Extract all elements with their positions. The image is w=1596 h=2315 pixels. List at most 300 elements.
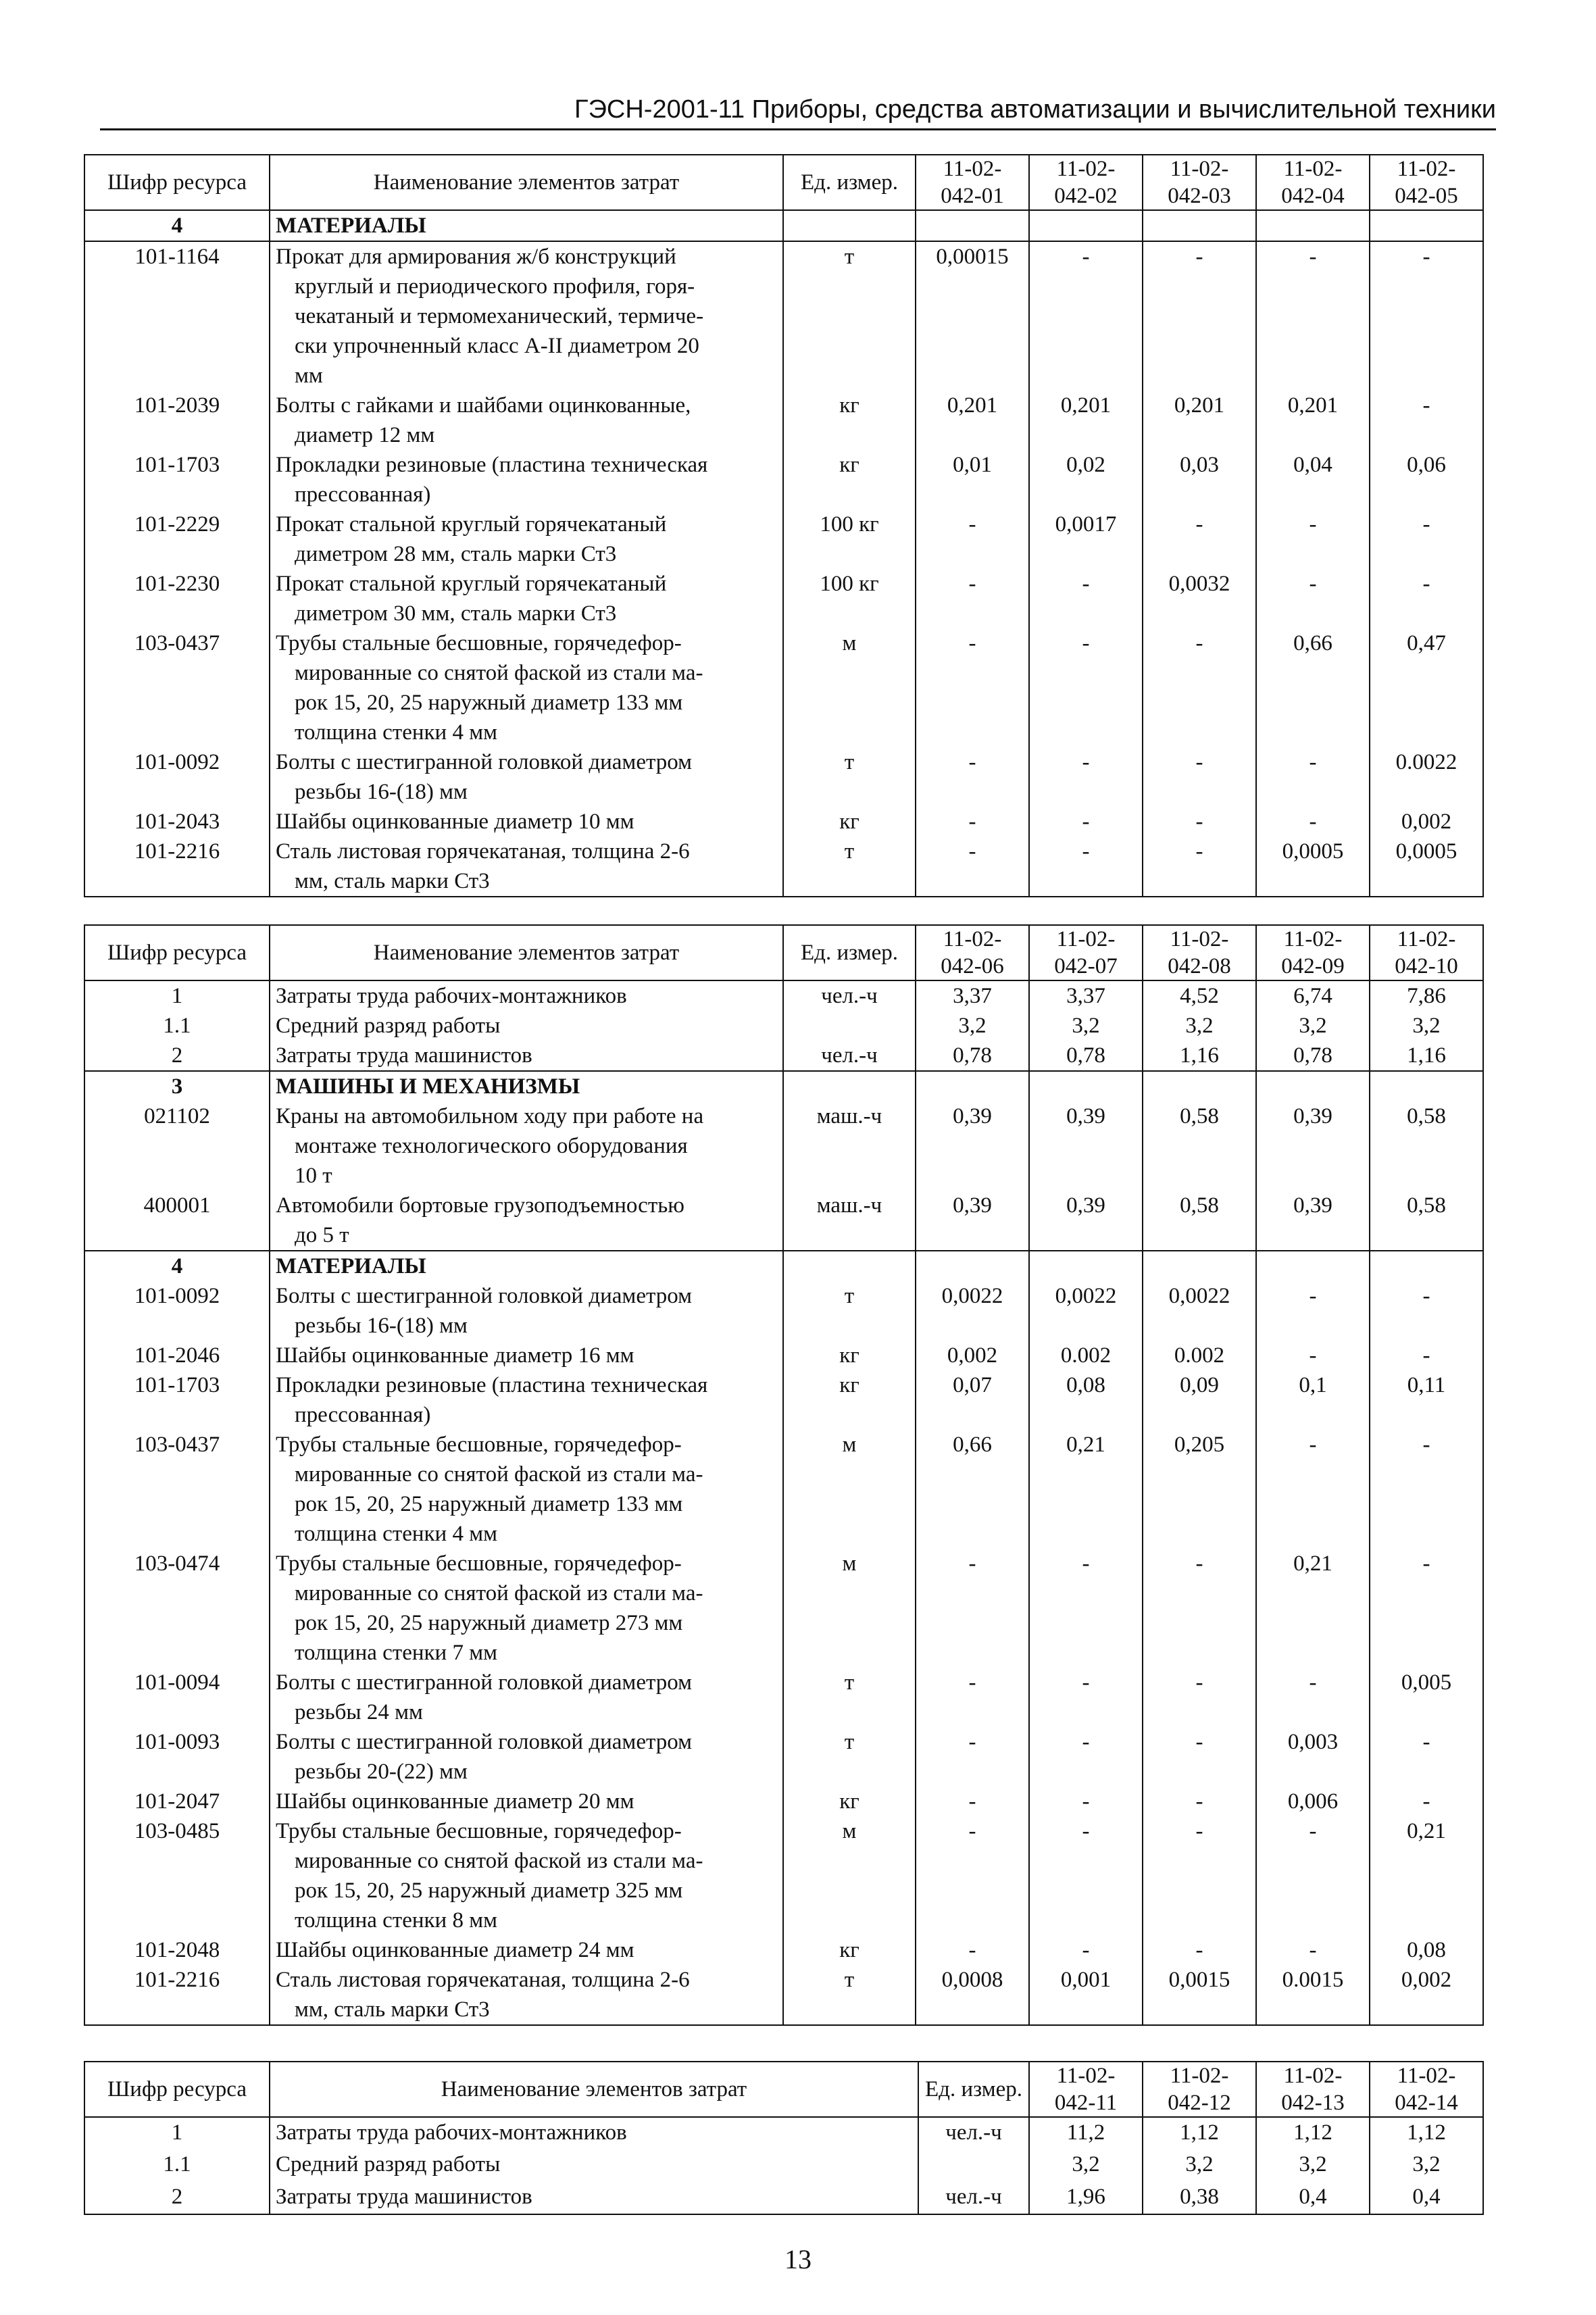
unit-cell: т	[783, 1281, 916, 1341]
value-cell: 0,4	[1256, 2182, 1370, 2214]
unit-cell: чел.-ч	[918, 2117, 1029, 2149]
name-line: Болты с шестигранной головкой диаметром	[276, 750, 693, 774]
norm-code-line: 042-05	[1395, 184, 1458, 208]
value-cell: 0,03	[1143, 450, 1256, 509]
name-line: до 5 т	[295, 1223, 349, 1247]
filler-cell	[916, 896, 1029, 897]
resource-code: 101-1703	[84, 450, 270, 509]
value-cell: 0,001	[1029, 1965, 1143, 2024]
name-line: Болты с гайками и шайбами оцинкованные,	[276, 393, 691, 418]
unit-cell: т	[783, 241, 916, 391]
name-line: круглый и периодического профиля, горя-	[295, 274, 695, 299]
section-title: МАТЕРИАЛЫ	[270, 1251, 783, 1281]
column-header-norm	[1029, 925, 1143, 980]
value-cell: 0,09	[1143, 1370, 1256, 1430]
value-cell: -	[1256, 509, 1370, 569]
value-cell: 0,006	[1256, 1787, 1370, 1816]
resource-name	[270, 509, 783, 569]
norm-code-line: 11-02-	[1170, 2064, 1229, 2088]
table-row	[84, 1430, 1483, 1549]
resource-code: 4	[84, 1251, 270, 1281]
resource-code: 101-0094	[84, 1668, 270, 1727]
page-number: 13	[784, 2244, 812, 2274]
value-cell	[1370, 210, 1483, 241]
value-cell: 1,96	[1029, 2182, 1143, 2214]
resource-name	[270, 837, 783, 896]
value-cell: 0,58	[1370, 1101, 1483, 1191]
value-cell: -	[1143, 1549, 1256, 1668]
value-cell: -	[916, 628, 1029, 747]
filler-row	[84, 2024, 1483, 2025]
value-cell	[1143, 1251, 1256, 1281]
unit-cell: маш.-ч	[783, 1101, 916, 1191]
resource-name	[270, 1935, 783, 1965]
unit-cell: чел.-ч	[918, 2182, 1029, 2214]
filler-cell	[1256, 896, 1370, 897]
column-header-name: Наименование элементов затрат	[270, 925, 783, 980]
value-cell: -	[1143, 1668, 1256, 1727]
value-cell: -	[1143, 747, 1256, 807]
value-cell: 0,0005	[1370, 837, 1483, 896]
resource-name	[270, 569, 783, 628]
value-cell: -	[1370, 1787, 1483, 1816]
filler-cell	[916, 2024, 1029, 2025]
value-cell: 3,2	[1256, 1011, 1370, 1041]
section-row	[84, 1251, 1483, 1281]
column-header-name: Наименование элементов затрат	[270, 155, 783, 210]
unit-cell	[783, 1071, 916, 1101]
unit-cell: 100 кг	[783, 509, 916, 569]
value-cell: 3,2	[916, 1011, 1029, 1041]
name-line: диаметр 12 мм	[295, 423, 435, 447]
name-line: рок 15, 20, 25 наружный диаметр 133 мм	[295, 1492, 683, 1516]
value-cell: 0,0022	[1029, 1281, 1143, 1341]
value-cell: -	[1029, 837, 1143, 896]
value-cell: -	[1370, 1727, 1483, 1787]
value-cell: -	[1143, 1935, 1256, 1965]
value-cell: -	[1143, 807, 1256, 837]
unit-cell: кг	[783, 1935, 916, 1965]
resource-name	[270, 1787, 783, 1816]
norm-code-line: 11-02-	[1170, 157, 1229, 181]
name-line: прессованная)	[295, 482, 431, 507]
column-header-norm	[1370, 2062, 1483, 2117]
table-row	[84, 1041, 1483, 1071]
section-row	[84, 1071, 1483, 1101]
table-row	[84, 1787, 1483, 1816]
value-cell: 0,201	[1143, 391, 1256, 450]
value-cell	[1143, 1071, 1256, 1101]
resource-name	[270, 1191, 783, 1251]
resource-name	[270, 1281, 783, 1341]
resource-code: 2	[84, 1041, 270, 1071]
value-cell: 0,39	[916, 1191, 1029, 1251]
value-cell: 3,2	[1029, 1011, 1143, 1041]
value-cell: -	[1256, 747, 1370, 807]
value-cell: -	[1256, 1341, 1370, 1370]
name-line: Шайбы оцинкованные диаметр 24 мм	[276, 1938, 634, 1962]
value-cell: 3,2	[1143, 1011, 1256, 1041]
norm-code-line: 11-02-	[943, 927, 1002, 951]
filler-cell	[1029, 2024, 1143, 2025]
name-line: толщина стенки 7 мм	[295, 1641, 497, 1665]
value-cell: -	[916, 1787, 1029, 1816]
value-cell: 0,38	[1143, 2182, 1256, 2214]
norm-code-line: 042-06	[941, 954, 1004, 978]
unit-cell: м	[783, 1816, 916, 1935]
value-cell: -	[1029, 241, 1143, 391]
name-line: Затраты труда машинистов	[276, 2184, 532, 2209]
name-line: Краны на автомобильном ходу при работе на	[276, 1104, 704, 1128]
column-header-unit: Ед. измер.	[783, 925, 916, 980]
page-header: ГЭСН-2001-11 Приборы, средства автоматизации и вычислительной техники	[100, 93, 1496, 130]
value-cell: -	[1143, 241, 1256, 391]
filler-cell	[1370, 896, 1483, 897]
resource-name	[270, 628, 783, 747]
resource-name	[270, 807, 783, 837]
value-cell: -	[1256, 807, 1370, 837]
table-row	[84, 391, 1483, 450]
resource-code: 101-0092	[84, 747, 270, 807]
resource-name	[270, 1101, 783, 1191]
table-row	[84, 2117, 1483, 2149]
value-cell: 0,21	[1256, 1549, 1370, 1668]
resource-name	[270, 241, 783, 391]
resource-code: 101-2048	[84, 1935, 270, 1965]
value-cell	[1143, 210, 1256, 241]
value-cell: 4,52	[1143, 980, 1256, 1011]
name-line: 10 т	[295, 1164, 332, 1188]
value-cell: 0,0022	[916, 1281, 1029, 1341]
name-line: Прокат стальной круглый горячекатаный	[276, 512, 667, 537]
unit-cell	[918, 2149, 1029, 2181]
unit-cell: м	[783, 1549, 916, 1668]
column-header-name: Наименование элементов затрат	[270, 2062, 918, 2117]
value-cell: 0,205	[1143, 1430, 1256, 1549]
table-row	[84, 807, 1483, 837]
resource-name	[270, 2182, 918, 2214]
resource-code: 101-2047	[84, 1787, 270, 1816]
value-cell: -	[916, 569, 1029, 628]
value-cell: -	[1143, 628, 1256, 747]
table-row	[84, 1281, 1483, 1341]
value-cell: 0,04	[1256, 450, 1370, 509]
column-header-norm	[1256, 925, 1370, 980]
resource-name	[270, 450, 783, 509]
unit-cell: кг	[783, 1341, 916, 1370]
value-cell: 0,78	[916, 1041, 1029, 1071]
resource-name	[270, 1370, 783, 1430]
norm-code-line: 11-02-	[1283, 927, 1343, 951]
value-cell: -	[1256, 1935, 1370, 1965]
norm-code-line: 042-04	[1281, 184, 1345, 208]
value-cell: -	[916, 1935, 1029, 1965]
resource-code: 2	[84, 2182, 270, 2214]
value-cell: -	[1029, 747, 1143, 807]
name-line: рок 15, 20, 25 наружный диаметр 133 мм	[295, 691, 683, 715]
name-line: рок 15, 20, 25 наружный диаметр 325 мм	[295, 1878, 683, 1903]
value-cell: 0,005	[1370, 1668, 1483, 1727]
value-cell: 1,16	[1370, 1041, 1483, 1071]
value-cell: 0,0008	[916, 1965, 1029, 2024]
filler-cell	[1143, 2024, 1256, 2025]
resource-code: 021102	[84, 1101, 270, 1191]
value-cell: 0,08	[1370, 1935, 1483, 1965]
norm-code-line: 11-02-	[1056, 927, 1116, 951]
unit-cell: кг	[783, 807, 916, 837]
value-cell: 0,002	[1370, 1965, 1483, 2024]
unit-cell: 100 кг	[783, 569, 916, 628]
norm-code-line: 11-02-	[1397, 2064, 1456, 2088]
column-header-code: Шифр ресурса	[84, 155, 270, 210]
value-cell: 0,58	[1143, 1191, 1256, 1251]
value-cell: -	[1256, 569, 1370, 628]
filler-cell	[1143, 896, 1256, 897]
resource-code: 4	[84, 210, 270, 241]
section-title: МАТЕРИАЛЫ	[270, 210, 783, 241]
value-cell	[1029, 1251, 1143, 1281]
name-line: диметром 28 мм, сталь марки Ст3	[295, 542, 617, 566]
value-cell: 0,002	[1370, 807, 1483, 837]
value-cell: 0,58	[1143, 1101, 1256, 1191]
value-cell: 0,01	[916, 450, 1029, 509]
name-line: прессованная)	[295, 1403, 431, 1427]
table-row	[84, 1965, 1483, 2024]
value-cell: -	[916, 1549, 1029, 1668]
name-line: Сталь листовая горячекатаная, толщина 2-6	[276, 1968, 690, 1992]
resource-code: 3	[84, 1071, 270, 1101]
value-cell: 1,12	[1256, 2117, 1370, 2149]
value-cell: 3,37	[1029, 980, 1143, 1011]
value-cell: -	[1370, 1341, 1483, 1370]
name-line: мм	[295, 364, 323, 388]
value-cell: 3,2	[1256, 2149, 1370, 2181]
name-line: Средний разряд работы	[276, 2152, 501, 2177]
value-cell: 0,39	[1256, 1191, 1370, 1251]
norm-code-line: 042-02	[1054, 184, 1118, 208]
value-cell: 0.002	[1029, 1341, 1143, 1370]
column-header-unit: Ед. измер.	[783, 155, 916, 210]
unit-cell: кг	[783, 1787, 916, 1816]
value-cell: -	[1029, 628, 1143, 747]
table-row	[84, 1101, 1483, 1191]
value-cell: 0.0022	[1370, 747, 1483, 807]
table-row	[84, 747, 1483, 807]
section-title: МАШИНЫ И МЕХАНИЗМЫ	[270, 1071, 783, 1101]
name-line: Прокат для армирования ж/б конструкций	[276, 245, 676, 269]
table-row	[84, 450, 1483, 509]
resource-code: 1.1	[84, 2149, 270, 2181]
name-line: Болты с шестигранной головкой диаметром	[276, 1670, 693, 1695]
value-cell: 6,74	[1256, 980, 1370, 1011]
value-cell	[1029, 210, 1143, 241]
column-header-code: Шифр ресурса	[84, 925, 270, 980]
norm-code-line: 042-14	[1395, 2091, 1458, 2115]
column-header-norm	[1029, 155, 1143, 210]
value-cell: -	[916, 1668, 1029, 1727]
value-cell: -	[1370, 391, 1483, 450]
value-cell: 0,66	[916, 1430, 1029, 1549]
value-cell: -	[1370, 1430, 1483, 1549]
name-line: толщина стенки 4 мм	[295, 1522, 497, 1546]
norm-code-line: 11-02-	[1056, 157, 1116, 181]
resource-name	[270, 747, 783, 807]
value-cell: 0,21	[1370, 1816, 1483, 1935]
table-row	[84, 2149, 1483, 2181]
resource-name	[270, 1816, 783, 1935]
value-cell: 1,12	[1143, 2117, 1256, 2149]
resource-code: 101-2229	[84, 509, 270, 569]
value-cell: -	[1029, 1727, 1143, 1787]
name-line: Болты с шестигранной головкой диаметром	[276, 1730, 693, 1754]
filler-cell	[270, 2024, 783, 2025]
name-line: Затраты труда рабочих-монтажников	[276, 984, 627, 1008]
resource-code: 101-2039	[84, 391, 270, 450]
filler-cell	[84, 2024, 270, 2025]
value-cell: -	[1256, 1281, 1370, 1341]
resource-name	[270, 391, 783, 450]
resource-table-2	[84, 924, 1484, 2026]
value-cell: 0,39	[1029, 1101, 1143, 1191]
name-line: Прокладки резиновые (пластина техническая	[276, 453, 708, 477]
column-header-norm	[1143, 925, 1256, 980]
name-line: чекатаный и термомеханический, термиче-	[295, 304, 704, 328]
value-cell: 0,00015	[916, 241, 1029, 391]
value-cell: -	[1370, 569, 1483, 628]
value-cell: -	[1029, 1549, 1143, 1668]
value-cell	[1256, 1071, 1370, 1101]
name-line: резьбы 20-(22) мм	[295, 1760, 468, 1784]
resource-code: 101-2230	[84, 569, 270, 628]
column-header-norm	[1370, 155, 1483, 210]
value-cell: -	[1029, 1816, 1143, 1935]
norm-code-line: 11-02-	[1397, 157, 1456, 181]
value-cell: 0,58	[1370, 1191, 1483, 1251]
resource-code: 101-2046	[84, 1341, 270, 1370]
value-cell: 11,2	[1029, 2117, 1143, 2149]
value-cell: -	[1143, 1727, 1256, 1787]
norm-code-line: 042-12	[1168, 2091, 1231, 2115]
value-cell: -	[1256, 1430, 1370, 1549]
value-cell: 0.002	[1143, 1341, 1256, 1370]
column-header-code: Шифр ресурса	[84, 2062, 270, 2117]
name-line: ски упрочненный класс А-II диаметром 20	[295, 334, 699, 358]
resource-name	[270, 1668, 783, 1727]
column-header-norm	[1029, 2062, 1143, 2117]
value-cell: 0,66	[1256, 628, 1370, 747]
name-line: Прокат стальной круглый горячекатаный	[276, 572, 667, 596]
value-cell: -	[1143, 837, 1256, 896]
table-row	[84, 241, 1483, 391]
name-line: Затраты труда машинистов	[276, 1043, 532, 1068]
column-header-norm	[916, 925, 1029, 980]
value-cell: 0,0015	[1143, 1965, 1256, 2024]
resource-name	[270, 2149, 918, 2181]
table-row	[84, 1191, 1483, 1251]
value-cell	[1256, 210, 1370, 241]
name-line: Средний разряд работы	[276, 1014, 501, 1038]
value-cell: -	[1370, 1549, 1483, 1668]
filler-cell	[783, 896, 916, 897]
name-line: Затраты труда рабочих-монтажников	[276, 2120, 627, 2145]
unit-cell: м	[783, 628, 916, 747]
norm-code-line: 042-11	[1054, 2091, 1118, 2115]
name-line: Трубы стальные бесшовные, горячедефор-	[276, 1551, 682, 1576]
unit-cell: т	[783, 1668, 916, 1727]
value-cell: 0,78	[1029, 1041, 1143, 1071]
value-cell: 0,39	[1256, 1101, 1370, 1191]
norm-code-line: 042-10	[1395, 954, 1458, 978]
value-cell	[916, 210, 1029, 241]
value-cell: 0,0005	[1256, 837, 1370, 896]
filler-cell	[84, 896, 270, 897]
norm-code-line: 042-13	[1281, 2091, 1345, 2115]
name-line: резьбы 16-(18) мм	[295, 780, 468, 804]
filler-cell	[783, 2024, 916, 2025]
norm-code-line: 11-02-	[1283, 2064, 1343, 2088]
table-row	[84, 837, 1483, 896]
name-line: мм, сталь марки Ст3	[295, 869, 490, 893]
resource-code: 101-1164	[84, 241, 270, 391]
name-line: Автомобили бортовые грузоподъемностью	[276, 1193, 684, 1218]
value-cell: 0,0032	[1143, 569, 1256, 628]
resource-code: 101-0093	[84, 1727, 270, 1787]
value-cell: 0,21	[1029, 1430, 1143, 1549]
resource-code: 1.1	[84, 1011, 270, 1041]
table-row	[84, 1011, 1483, 1041]
value-cell: -	[1029, 1935, 1143, 1965]
value-cell: 1,16	[1143, 1041, 1256, 1071]
value-cell	[916, 1071, 1029, 1101]
value-cell: -	[916, 509, 1029, 569]
name-line: Прокладки резиновые (пластина техническая	[276, 1373, 708, 1397]
unit-cell: т	[783, 1965, 916, 2024]
table-row	[84, 980, 1483, 1011]
value-cell: 0,02	[1029, 450, 1143, 509]
table-row	[84, 509, 1483, 569]
value-cell: -	[916, 837, 1029, 896]
column-header-norm	[916, 155, 1029, 210]
name-line: мм, сталь марки Ст3	[295, 1997, 490, 2022]
norm-code-line: 042-07	[1054, 954, 1118, 978]
resource-code: 101-2216	[84, 837, 270, 896]
unit-cell: т	[783, 837, 916, 896]
value-cell	[1256, 1251, 1370, 1281]
value-cell: -	[1029, 807, 1143, 837]
value-cell: 0,0022	[1143, 1281, 1256, 1341]
name-line: Сталь листовая горячекатаная, толщина 2-6	[276, 839, 690, 864]
name-line: Шайбы оцинкованные диаметр 10 мм	[276, 810, 634, 834]
value-cell: 3,2	[1029, 2149, 1143, 2181]
value-cell: 3,2	[1370, 2149, 1483, 2181]
table-row	[84, 1935, 1483, 1965]
name-line: мированные со снятой фаской из стали ма-	[295, 661, 703, 685]
value-cell: -	[1143, 1787, 1256, 1816]
table-row	[84, 628, 1483, 747]
resource-name	[270, 1549, 783, 1668]
resource-code: 103-0474	[84, 1549, 270, 1668]
value-cell: 0,39	[1029, 1191, 1143, 1251]
resource-name	[270, 1041, 783, 1071]
resource-code: 101-2043	[84, 807, 270, 837]
value-cell: 3,2	[1143, 2149, 1256, 2181]
column-header-norm	[1256, 2062, 1370, 2117]
value-cell: 3,2	[1370, 1011, 1483, 1041]
value-cell: -	[1029, 1787, 1143, 1816]
name-line: Шайбы оцинкованные диаметр 20 мм	[276, 1789, 634, 1814]
value-cell: -	[1143, 1816, 1256, 1935]
value-cell: 0,1	[1256, 1370, 1370, 1430]
